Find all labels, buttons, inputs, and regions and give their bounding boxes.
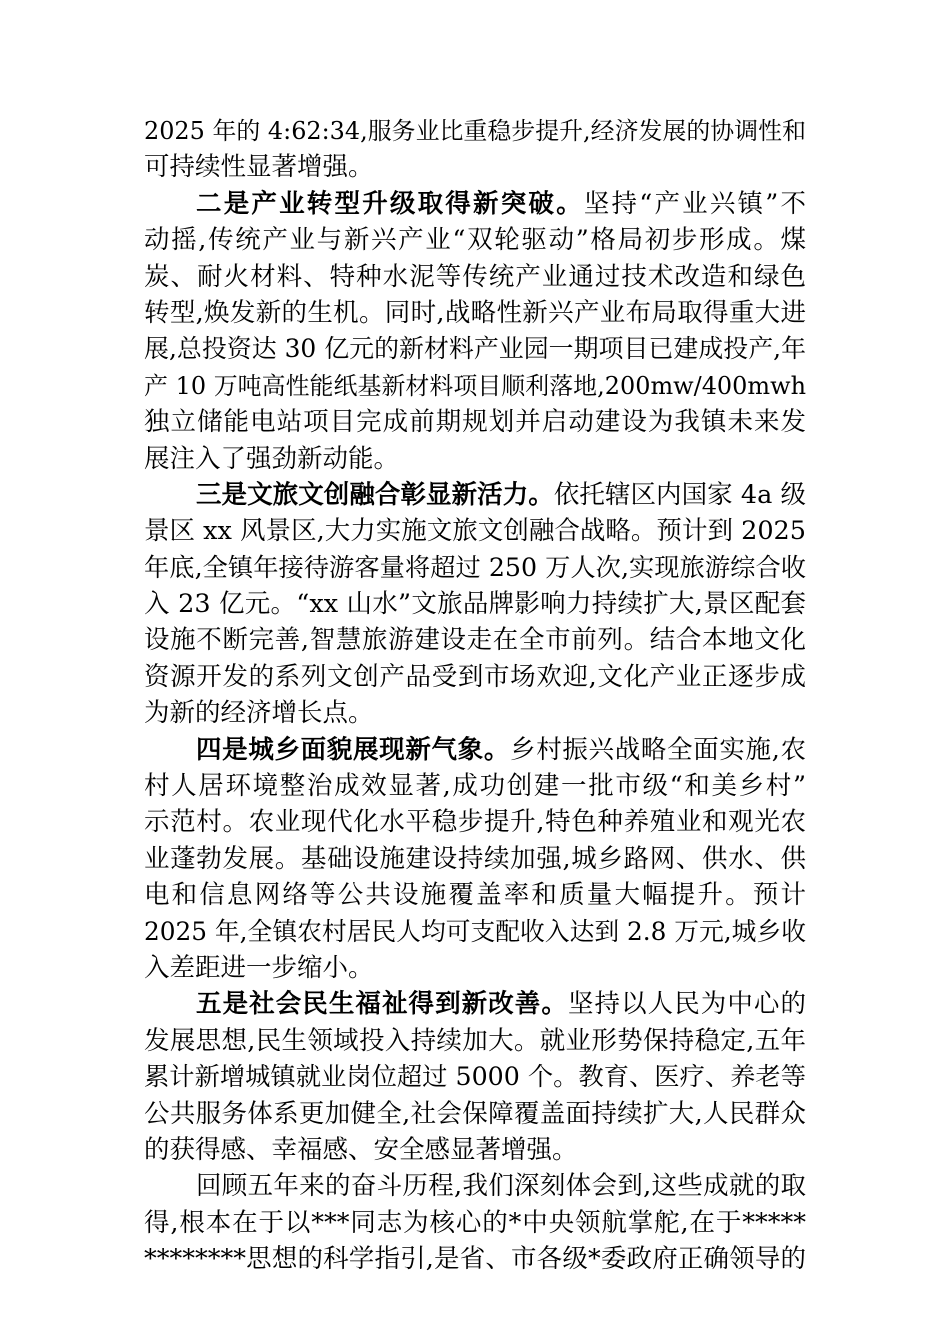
text-line: 发展思想,民生领域投入持续加大。就业形势保持稳定,五年 bbox=[144, 1025, 806, 1056]
text-line: 为新的经济增长点。 bbox=[144, 698, 374, 729]
text-line: 入差距进一步缩小。 bbox=[144, 952, 374, 983]
text-line: 资源开发的系列文创产品受到市场欢迎,文化产业正逐步成 bbox=[144, 661, 806, 692]
text-line: 累计新增城镇就业岗位超过 5000 个。教育、医疗、养老等 bbox=[144, 1062, 806, 1092]
text-line: 炭、耐火材料、特种水泥等传统产业通过技术改造和绿色 bbox=[144, 261, 806, 292]
section-heading-line bbox=[144, 732, 806, 768]
section-heading-line bbox=[144, 186, 806, 222]
text-line: 村人居环境整治成效显著,成功创建一批市级“和美乡村” bbox=[144, 771, 806, 802]
text-line: 2025 年的 4:62:34,服务业比重稳步提升,经济发展的协调性和 bbox=[144, 117, 806, 145]
text-line: 展注入了强劲新动能。 bbox=[144, 443, 400, 474]
text-line: 可持续性显著增强。 bbox=[144, 152, 374, 183]
text-line: ********思想的科学指引,是省、市各级*委政府正确领导的 bbox=[144, 1244, 806, 1275]
text-line: 景区 xx 风景区,大力实施文旅文创融合战略。预计到 2025 bbox=[144, 516, 806, 547]
text-span: 依托辖区内国家 4a 级 bbox=[553, 479, 806, 510]
document-page bbox=[144, 113, 806, 1278]
text-line: 2025 年,全镇农村居民人均可支配收入达到 2.8 万元,城乡收 bbox=[144, 916, 806, 946]
text-line: 年底,全镇年接待游客量将超过 250 万人次,实现旅游综合收 bbox=[144, 552, 806, 582]
text-span: 坚持以人民为中心的 bbox=[567, 989, 806, 1020]
section-heading-line bbox=[144, 477, 806, 513]
text-line: 的获得感、幸福感、安全感显著增强。 bbox=[144, 1134, 578, 1165]
text-span: 坚持“产业兴镇”不 bbox=[583, 188, 806, 219]
text-line: 示范村。农业现代化水平稳步提升,特色种养殖业和观光农 bbox=[144, 807, 806, 838]
text-line: 回顾五年来的奋斗历程,我们深刻体会到,这些成就的取 bbox=[196, 1171, 806, 1202]
section-heading: 五是社会民生福祉得到新改善。 bbox=[196, 989, 568, 1020]
text-line: 公共服务体系更加健全,社会保障覆盖面持续扩大,人民群众 bbox=[144, 1098, 806, 1129]
section-heading: 三是文旅文创融合彰显新活力。 bbox=[196, 479, 554, 510]
text-line: 展,总投资达 30 亿元的新材料产业园一期项目已建成投产,年 bbox=[144, 334, 806, 364]
text-span: 乡村振兴战略全面实施,农 bbox=[510, 734, 806, 765]
text-line: 动摇,传统产业与新兴产业“双轮驱动”格局初步形成。煤 bbox=[144, 225, 806, 256]
text-line: 产 10 万吨高性能纸基新材料项目顺利落地,200mw/400mwh bbox=[144, 371, 806, 400]
section-heading: 四是城乡面貌展现新气象。 bbox=[196, 734, 511, 765]
text-line: 转型,焕发新的生机。同时,战略性新兴产业布局取得重大进 bbox=[144, 297, 806, 328]
text-line: 业蓬勃发展。基础设施建设持续加强,城乡路网、供水、供 bbox=[144, 843, 806, 874]
section-heading-line bbox=[144, 986, 806, 1022]
text-line: 入 23 亿元。“xx 山水”文旅品牌影响力持续扩大,景区配套 bbox=[144, 589, 806, 620]
text-line: 设施不断完善,智慧旅游建设走在全市前列。结合本地文化 bbox=[144, 625, 806, 656]
text-line: 得,根本在于以***同志为核心的*中央领航掌舵,在于***** bbox=[144, 1207, 806, 1238]
section-heading: 二是产业转型升级取得新突破。 bbox=[196, 188, 584, 219]
text-line: 电和信息网络等公共设施覆盖率和质量大幅提升。预计 bbox=[144, 880, 806, 911]
text-line: 独立储能电站项目完成前期规划并启动建设为我镇未来发 bbox=[144, 407, 806, 438]
